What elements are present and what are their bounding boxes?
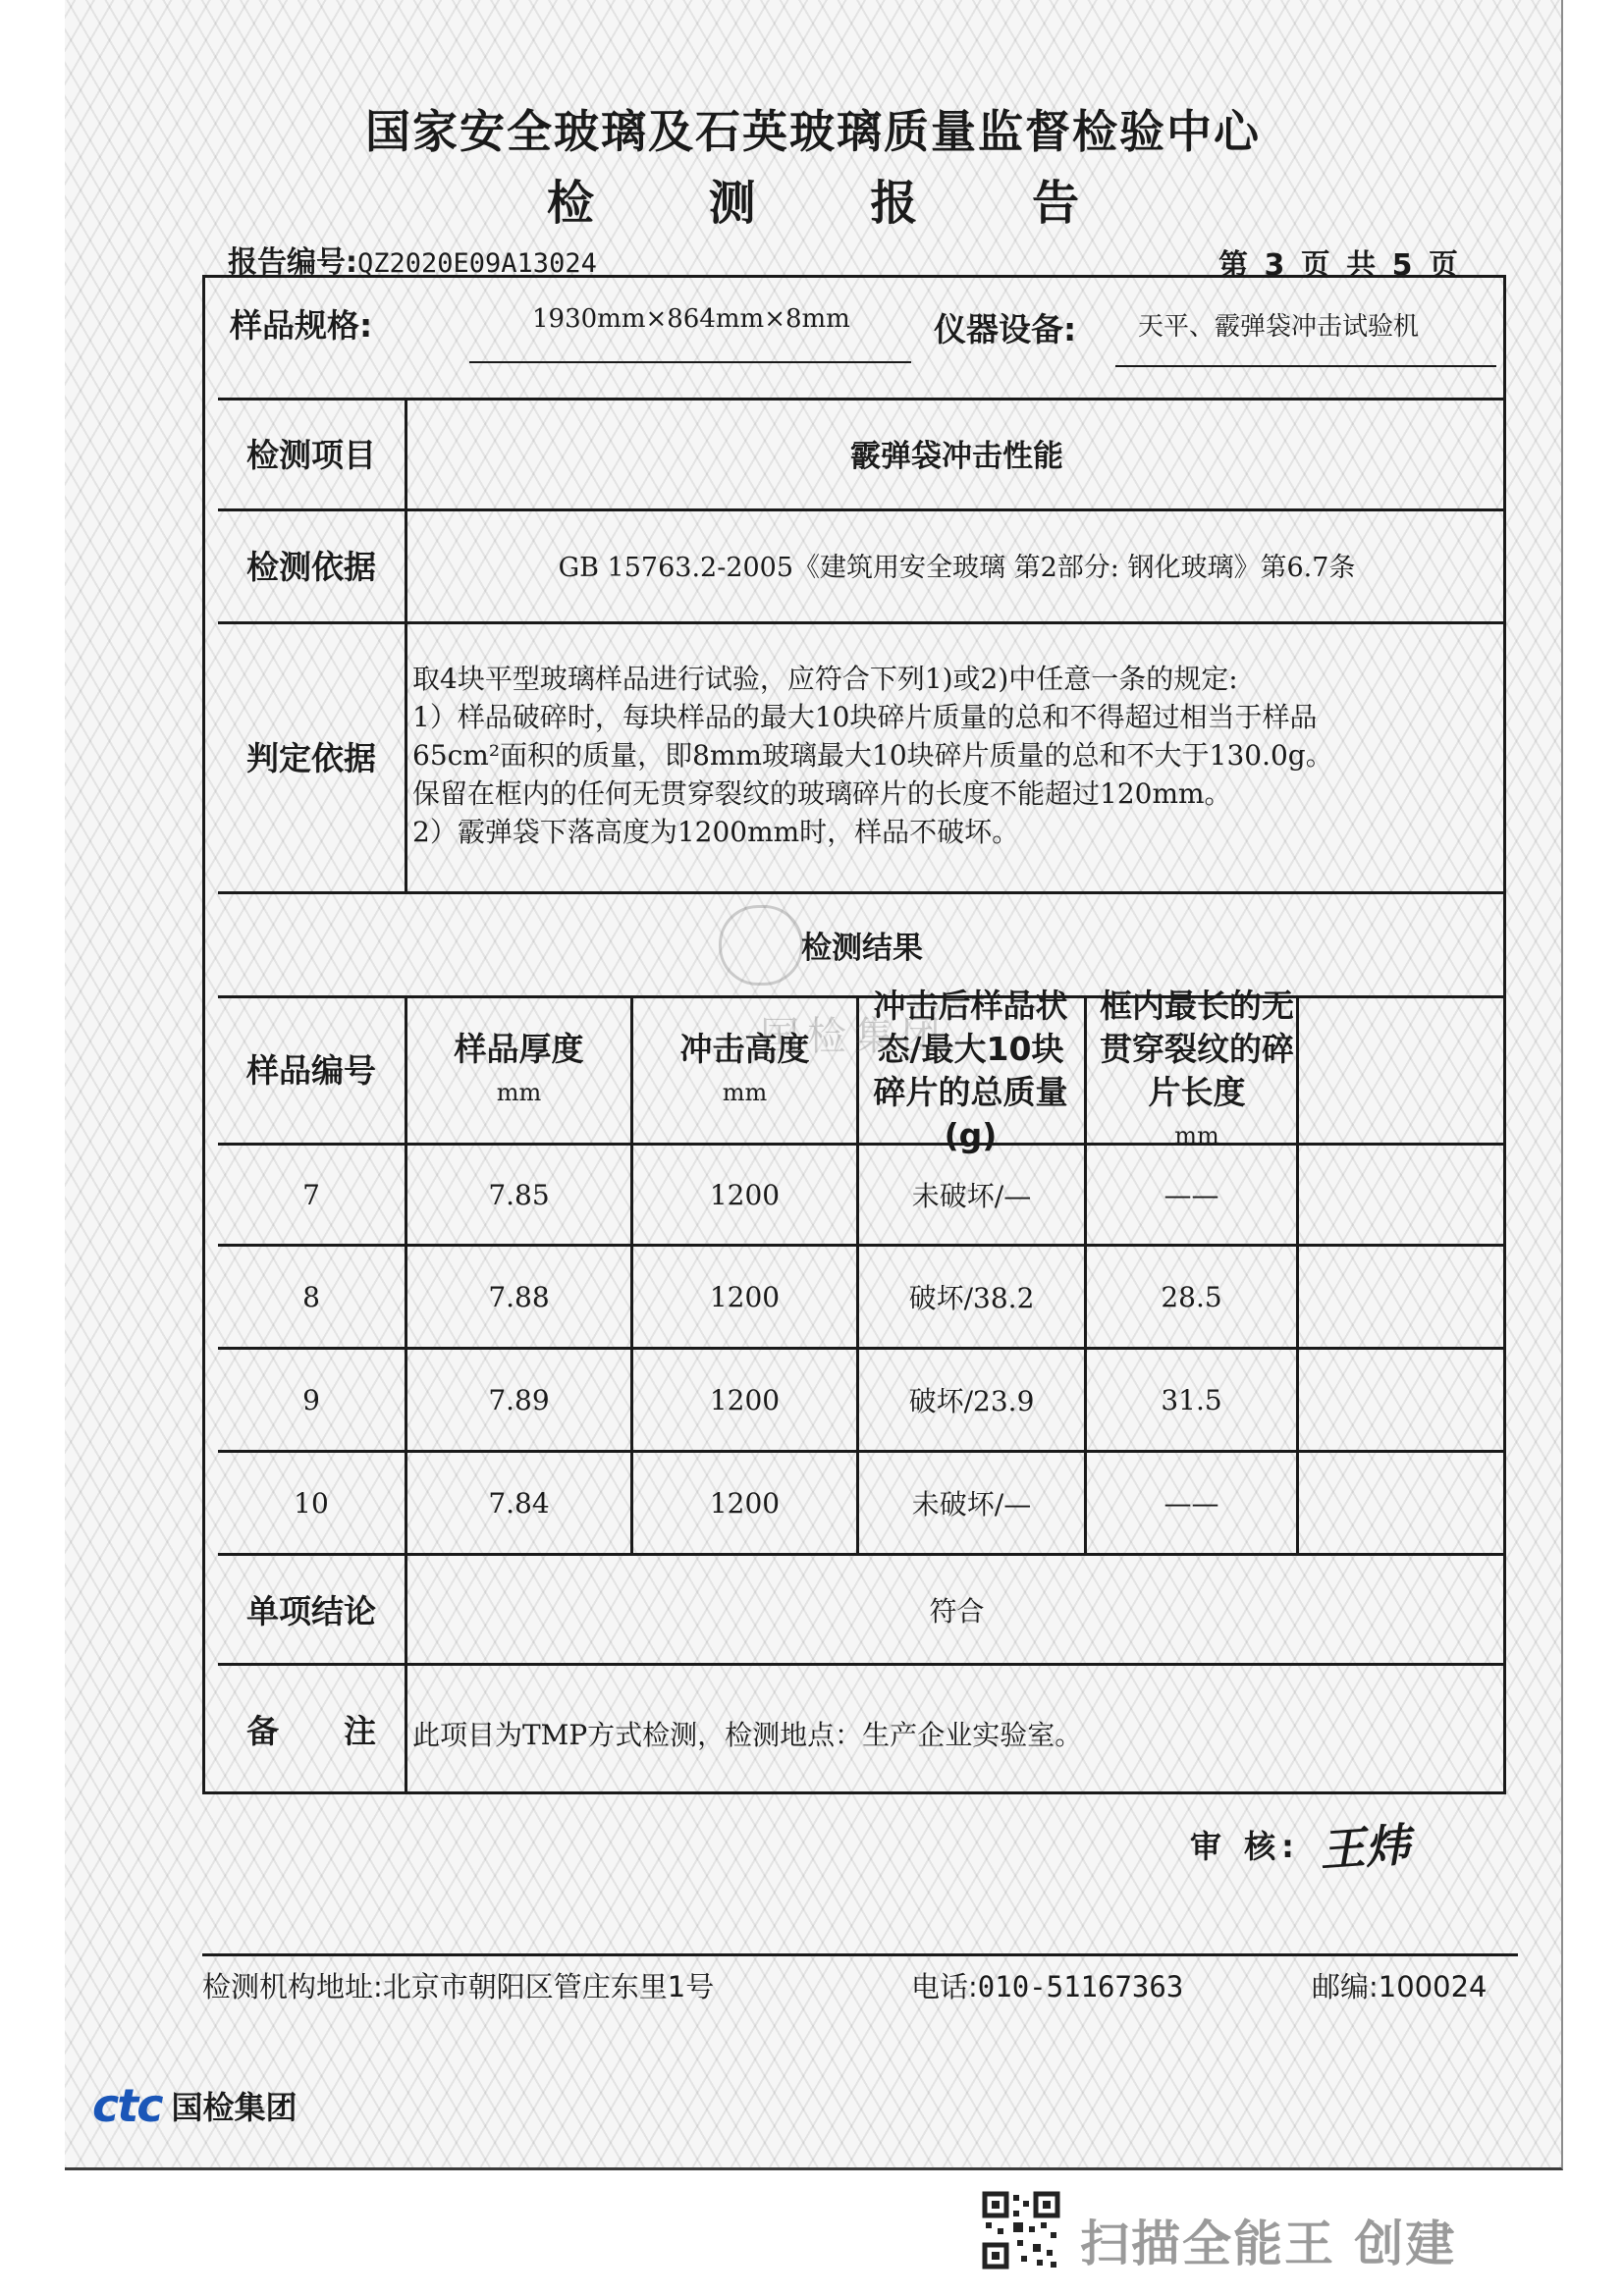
- cell-length: 31.5: [1161, 1383, 1222, 1416]
- basis-label: 检测依据: [246, 548, 376, 586]
- cell-length: ——: [1163, 1486, 1219, 1520]
- table-row: [218, 1453, 1506, 1553]
- equipment-label: 仪器设备:: [934, 310, 1077, 348]
- cell-sample-no: 7: [302, 1178, 320, 1211]
- cell-height: 1200: [709, 1383, 781, 1416]
- table-row: [218, 1146, 1506, 1244]
- review-label: 审 核:: [1190, 1828, 1300, 1865]
- cell-height: 1200: [709, 1178, 781, 1211]
- phone-value: 010-51167363: [977, 1970, 1184, 2003]
- criteria-line: 2）霰弹袋下落高度为1200mm时，样品不破坏。: [412, 816, 1020, 848]
- cell-thickness: 7.84: [488, 1486, 550, 1520]
- spec-value: 1930mm×864mm×8mm: [532, 304, 850, 334]
- qr-code-icon: [982, 2191, 1060, 2269]
- remark-value: 此项目为TMP方式检测，检测地点：生产企业实验室。: [412, 1719, 1083, 1751]
- document-title: 检 测 报 告: [546, 176, 1129, 231]
- cell-state: 未破坏/—: [911, 1488, 1032, 1521]
- col-header-unit: mm: [722, 1078, 768, 1106]
- cell-state: 破坏/23.9: [908, 1385, 1035, 1417]
- phone-label: 电话:: [911, 1970, 978, 2003]
- criteria-label: 判定依据: [246, 739, 376, 777]
- scanner-watermark-text: 扫描全能王 创建: [1080, 2216, 1457, 2272]
- postcode-value: 100024: [1378, 1970, 1488, 2003]
- cell-sample-no: 9: [302, 1383, 320, 1416]
- footer-rule: [202, 1953, 1518, 1956]
- footer-phone: [911, 1965, 1183, 2005]
- col-header-unit: mm: [1174, 1121, 1219, 1149]
- spec-underline: [469, 361, 911, 363]
- col-header-title: 框内最长的无贯穿裂纹的碎片长度: [1100, 986, 1294, 1111]
- signature-text: 王炜: [1318, 1817, 1412, 1878]
- test-item-label: 检测项目: [246, 436, 376, 474]
- cell-state: 破坏/38.2: [908, 1282, 1035, 1314]
- ctc-logo-text: 国检集团: [171, 2089, 298, 2126]
- cell-height: 1200: [709, 1486, 781, 1520]
- rule-3: [218, 621, 1506, 624]
- test-item-value: 霰弹袋冲击性能: [850, 439, 1063, 474]
- basis-value: GB 15763.2-2005《建筑用安全玻璃 第2部分: 钢化玻璃》第6.7条: [558, 553, 1356, 583]
- criteria-line: 65cm²面积的质量，即8mm玻璃最大10块碎片质量的总和不大于130.0g。: [412, 739, 1333, 772]
- ctc-logo-mark: ctc: [92, 2079, 162, 2132]
- institution-title: 国家安全玻璃及石英玻璃质量监督检验中心: [365, 105, 1261, 158]
- col-header-sample-no: [218, 998, 405, 1143]
- col-header-state: [865, 986, 1076, 1154]
- cell-thickness: 7.88: [488, 1280, 550, 1313]
- page-indicator: 第 3 页 共 5 页: [1218, 248, 1461, 283]
- criteria-text: [412, 660, 1492, 851]
- equipment-underline: [1115, 365, 1496, 367]
- col-header-title: 样品编号: [246, 1050, 376, 1090]
- rule-11: [218, 1663, 1506, 1666]
- cell-length: 28.5: [1161, 1280, 1222, 1313]
- footer-postcode: [1312, 1965, 1488, 2005]
- cell-sample-no: 8: [302, 1280, 320, 1313]
- results-title: 检测结果: [801, 931, 923, 966]
- criteria-line: 取4块平型玻璃样品进行试验，应符合下列1)或2)中任意一条的规定:: [412, 663, 1238, 695]
- col-header-title: 样品厚度: [454, 1029, 584, 1068]
- report-number-value: QZ2020E09A13024: [357, 248, 597, 279]
- postcode-label: 邮编:: [1312, 1970, 1379, 2003]
- spec-label: 样品规格:: [230, 306, 373, 345]
- criteria-line: 1）样品破碎时，每块样品的最大10块碎片质量的总和不得超过相当于样品: [412, 701, 1318, 733]
- criteria-line: 保留在框内的任何无贯穿裂纹的玻璃碎片的长度不能超过120mm。: [412, 777, 1232, 810]
- ctc-logo: [92, 2079, 298, 2132]
- col-header-title: 冲击后样品状态/最大10块碎片的总质量(g): [873, 986, 1068, 1154]
- table-row: [218, 1247, 1506, 1347]
- watermark-text: 国检集团: [760, 1014, 948, 1059]
- conclusion-value: 符合: [929, 1594, 985, 1628]
- col-header-length: [1090, 986, 1304, 1149]
- cell-thickness: 7.89: [488, 1383, 550, 1416]
- conclusion-label: 单项结论: [246, 1592, 376, 1630]
- remark-label: 备 注: [246, 1711, 376, 1750]
- cell-length: ——: [1163, 1178, 1219, 1211]
- report-number-label: 报告编号:: [228, 245, 357, 280]
- report-paper: [65, 0, 1563, 2170]
- col-header-thickness: [407, 998, 630, 1143]
- footer-address: [202, 1965, 714, 2005]
- cell-height: 1200: [709, 1280, 781, 1313]
- reviewer-signature: [1318, 1809, 1412, 1880]
- equipment-value: 天平、霰弹袋冲击试验机: [1138, 312, 1420, 342]
- table-row: [218, 1350, 1506, 1450]
- cell-state: 未破坏/—: [911, 1180, 1032, 1212]
- cell-sample-no: 10: [294, 1486, 329, 1520]
- address-label: 检测机构地址:: [202, 1970, 383, 2003]
- cell-thickness: 7.85: [488, 1178, 550, 1211]
- col-header-title: 冲击高度: [679, 1029, 810, 1068]
- col-header-height: [633, 998, 856, 1143]
- address-value: 北京市朝阳区管庄东里1号: [382, 1970, 715, 2003]
- col-header-unit: mm: [496, 1078, 542, 1106]
